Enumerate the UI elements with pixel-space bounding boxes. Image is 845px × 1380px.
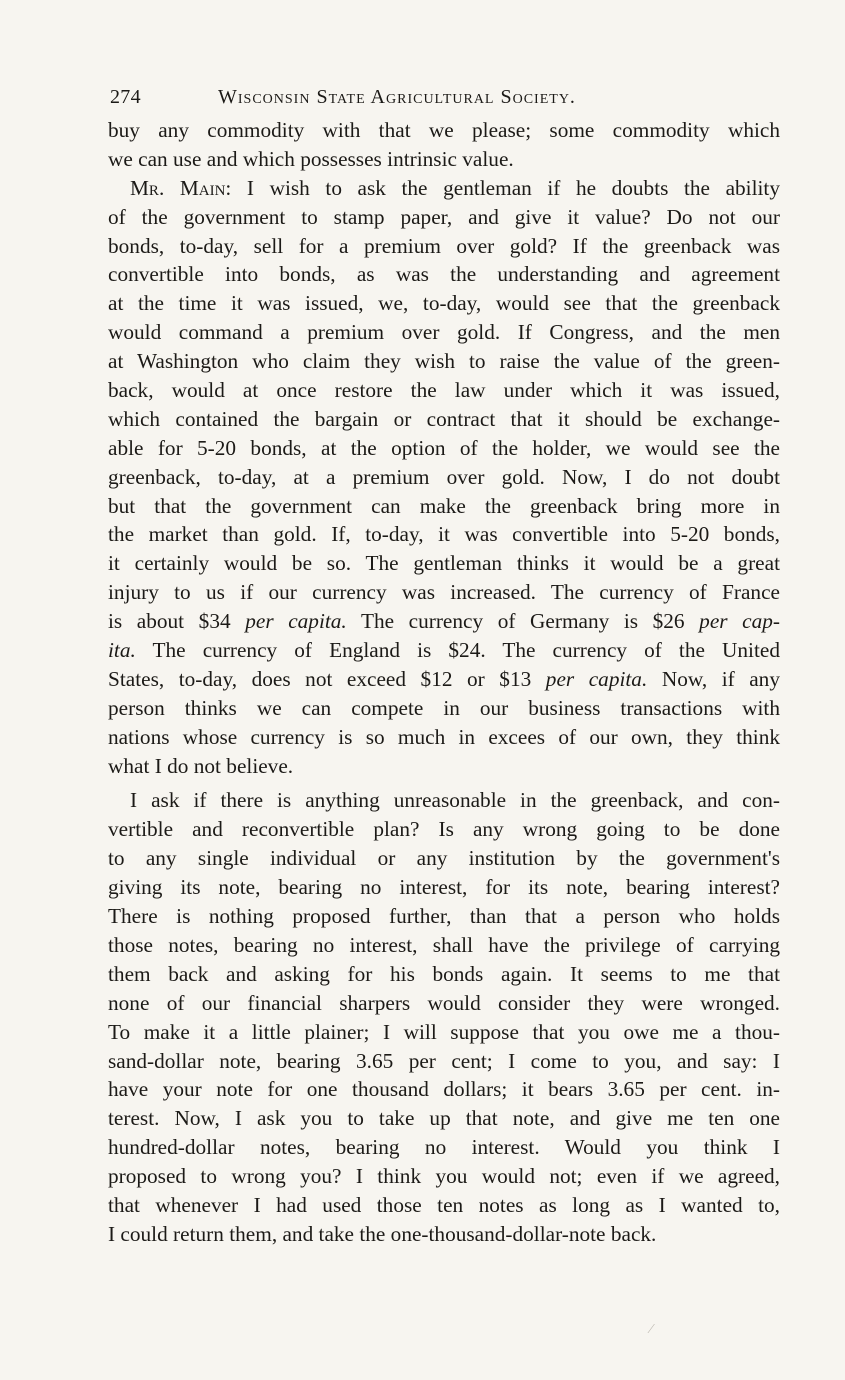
running-head: Wisconsin State Agricultural Society. — [218, 86, 576, 108]
text-line: of the government to stamp paper, and give it value? Do not our — [108, 204, 780, 229]
paragraph-2 — [108, 174, 780, 781]
text-line: proposed to wrong you? I think you would not; even if we agreed, — [108, 1164, 780, 1189]
text-line — [108, 665, 780, 694]
text-line: greenback, to-day, at a premium over gold. Now, I do not doubt — [108, 464, 780, 489]
text-segment: The currency of England is $24. The currency of the United — [135, 638, 780, 663]
text-line: have your note for one thousand dollars; it bears 3.65 per cent. in- — [108, 1077, 780, 1102]
text-line: none of our financial sharpers would consider they were wronged. — [108, 990, 780, 1015]
text-line: hundred-dollar notes, bearing no interest. Would you think I — [108, 1135, 780, 1160]
text-line: convertible into bonds, as was the understanding and agreement — [108, 262, 780, 287]
text-line: what I do not believe. — [108, 753, 294, 778]
text-line: giving its note, bearing no interest, for its note, bearing interest? — [108, 875, 780, 900]
text-line: at the time it was issued, we, to-day, would see that the greenback — [108, 291, 780, 316]
page-header — [108, 80, 780, 116]
text-line: vertible and reconvertible plan? Is any wrong going to be done — [108, 817, 780, 842]
text-line: them back and asking for his bonds again. It seems to me that — [108, 961, 780, 986]
text-line: we can use and which possesses intrinsic value. — [108, 146, 514, 171]
text-segment: is about $34 — [108, 609, 246, 634]
text-line: There is nothing proposed further, than that a person who holds — [108, 904, 780, 929]
text-line: To make it a little plainer; I will suppose that you owe me a thou- — [108, 1019, 780, 1044]
page-number: 274 — [110, 86, 141, 108]
document-page — [108, 80, 780, 1249]
italic-text: per capita. — [545, 666, 648, 691]
text-line: back, would at once restore the law under which it was issued, — [108, 378, 780, 403]
italic-text: ita. — [108, 638, 136, 663]
text-line: buy any commodity with that we please; some commodity which — [108, 118, 780, 142]
text-line: able for 5-20 bonds, at the option of the holder, we would see the — [108, 435, 780, 460]
text-line: bonds, to-day, sell for a premium over gold? If the greenback was — [108, 233, 780, 258]
paragraph-3 — [108, 786, 780, 1248]
text-line: that whenever I had used those ten notes as long as I wanted to, — [108, 1192, 780, 1217]
text-line: at Washington who claim they wish to raise the value of the green- — [108, 349, 780, 374]
text-line: person thinks we can compete in our business transactions with — [108, 695, 780, 720]
text-line: terest. Now, I ask you to take up that note, and give me ten one — [108, 1106, 780, 1131]
text-line — [108, 607, 780, 636]
text-segment: I wish to ask the gentleman if he doubts the ability — [231, 175, 780, 200]
text-line: to any single individual or any institution by the government's — [108, 846, 780, 871]
text-segment: States, to-day, does not exceed $12 or $13 — [108, 666, 546, 691]
text-segment: Now, if any — [647, 666, 780, 691]
text-line: injury to us if our currency was increased. The currency of France — [108, 580, 780, 605]
paragraph-1 — [108, 116, 780, 174]
text-line: but that the government can make the greenback bring more in — [108, 493, 780, 518]
italic-text: per capita. — [245, 609, 347, 634]
text-line: those notes, bearing no interest, shall have the privilege of carrying — [108, 932, 780, 957]
italic-text: per cap- — [699, 609, 780, 634]
text-line: I could return them, and take the one-thousand-dollar-note back. — [108, 1221, 657, 1246]
text-line: which contained the bargain or contract that it should be exchange- — [108, 406, 780, 431]
text-line: it certainly would be so. The gentleman thinks it would be a great — [108, 551, 780, 576]
body-text — [108, 116, 780, 1249]
paper-mark: ⁄ — [650, 1322, 653, 1337]
speaker-name: Mr. Main: — [130, 175, 232, 200]
text-line: sand-dollar note, bearing 3.65 per cent; I come to you, and say: I — [108, 1048, 780, 1073]
text-line: would command a premium over gold. If Congress, and the men — [108, 320, 780, 345]
text-line — [108, 174, 780, 203]
text-line: the market than gold. If, to-day, it was convertible into 5-20 bonds, — [108, 522, 780, 547]
text-segment: The currency of Germany is $26 — [346, 609, 700, 634]
text-line: I ask if there is anything unreasonable in the greenback, and con- — [130, 788, 780, 813]
text-line — [108, 636, 780, 665]
text-line: nations whose currency is so much in excees of our own, they think — [108, 724, 780, 749]
